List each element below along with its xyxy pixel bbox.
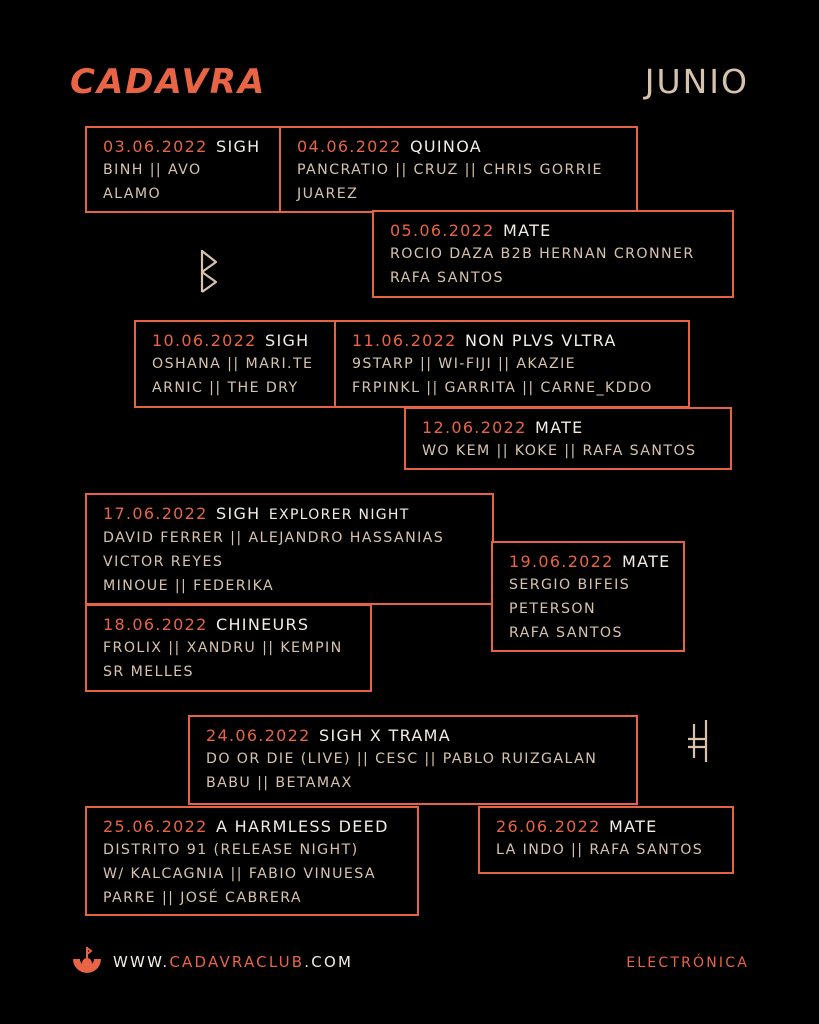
event-header [103,816,401,838]
event-card [188,715,638,805]
event-lineup-line: DISTRITO 91 (RELEASE NIGHT) [103,842,359,858]
event-date: 25.06.2022 [103,817,208,836]
event-lineup-line: MINOUE || FEDERIKA [103,578,275,594]
url-suffix: .COM [304,953,354,971]
event-lineup-line: JUAREZ [297,186,359,202]
event-date: 04.06.2022 [297,137,402,156]
event-card [279,126,638,213]
event-card [85,126,283,213]
event-lineup-line: WO KEM || KOKE || RAFA SANTOS [422,443,697,459]
rune-e-glyph-icon [686,718,712,764]
event-name: NON PLVS VLTRA [465,331,617,350]
website-link[interactable] [113,953,353,971]
event-lineup-line: OSHANA || MARI.TE [152,356,314,372]
event-header [103,614,354,636]
event-header [103,503,476,526]
event-lineup-line: W/ KALCAGNIA || FABIO VINUESA [103,866,377,882]
event-name: MATE [535,418,584,437]
event-card [404,407,732,470]
event-lineup-line: LA INDO || RAFA SANTOS [496,842,704,858]
event-name: CHINEURS [216,615,310,634]
event-name: SIGH [265,331,310,350]
event-lineup-line: VICTOR REYES [103,554,224,570]
event-name: MATE [622,552,671,571]
event-header [509,551,671,573]
event-lineup-line: PETERSON [509,601,596,617]
event-header [390,220,716,242]
event-lineup-line: FROLIX || XANDRU || KEMPIN [103,640,343,656]
event-date: 05.06.2022 [390,221,495,240]
event-header [103,136,265,158]
event-lineup-line: FRPINKL || GARRITA || CARNE_KDDO [352,380,653,396]
event-header [496,816,716,838]
event-name: MATE [503,221,552,240]
event-lineup-line: ARNIC || THE DRY [152,380,299,396]
event-lineup-line: DO OR DIE (LIVE) || CESC || PABLO RUIZGALAN [206,751,598,767]
event-date: 19.06.2022 [509,552,614,571]
event-name: SIGH [216,504,261,523]
event-name: MATE [609,817,658,836]
event-lineup-line: RAFA SANTOS [509,625,623,641]
event-date: 10.06.2022 [152,331,257,350]
event-name: SIGH X TRAMA [319,726,451,745]
event-header [152,330,320,352]
url-domain: CADAVRACLUB [169,953,305,971]
event-date: 17.06.2022 [103,504,208,523]
event-header [297,136,620,158]
event-card [85,604,372,692]
event-lineup-line: PARRE || JOSÉ CABRERA [103,890,302,906]
event-lineup-line: ROCIO DAZA B2B HERNAN CRONNER [390,246,695,262]
event-date: 03.06.2022 [103,137,208,156]
rune-b-glyph-icon [198,248,220,294]
event-card [334,320,690,408]
event-name: QUINOA [410,137,483,156]
event-name: A HARMLESS DEED [216,817,389,836]
event-card [134,320,338,408]
event-card [85,806,419,916]
event-card [85,493,494,605]
event-header [422,417,714,439]
event-date: 11.06.2022 [352,331,457,350]
event-subtitle: EXPLORER NIGHT [268,507,410,523]
event-card [491,541,685,652]
event-lineup-line: ALAMO [103,186,162,202]
event-lineup-line: SERGIO BIFEIS [509,577,631,593]
event-date: 18.06.2022 [103,615,208,634]
event-header [206,725,620,747]
event-name: SIGH [216,137,261,156]
event-lineup-line: DAVID FERRER || ALEJANDRO HASSANIAS [103,530,445,546]
event-lineup-line: RAFA SANTOS [390,270,504,286]
event-date: 26.06.2022 [496,817,601,836]
event-header [352,330,672,352]
cadavra-logo-icon [70,945,104,977]
event-date: 12.06.2022 [422,418,527,437]
event-lineup-line: PANCRATIO || CRUZ || CHRIS GORRIE [297,162,603,178]
event-lineup-line: SR MELLES [103,664,194,680]
url-prefix: WWW. [113,953,170,971]
event-lineup-line: 9STARP || WI-FIJI || AKAZIE [352,356,577,372]
event-date: 24.06.2022 [206,726,311,745]
event-card [478,806,734,874]
genre-label: ELECTRÓNICA [626,955,749,971]
month-title: JUNIO [644,62,749,101]
event-lineup-line: BINH || AVO [103,162,202,178]
brand-logo-text: CADAVRA [70,62,267,102]
event-lineup-line: BABU || BETAMAX [206,775,353,791]
event-card [372,210,734,298]
